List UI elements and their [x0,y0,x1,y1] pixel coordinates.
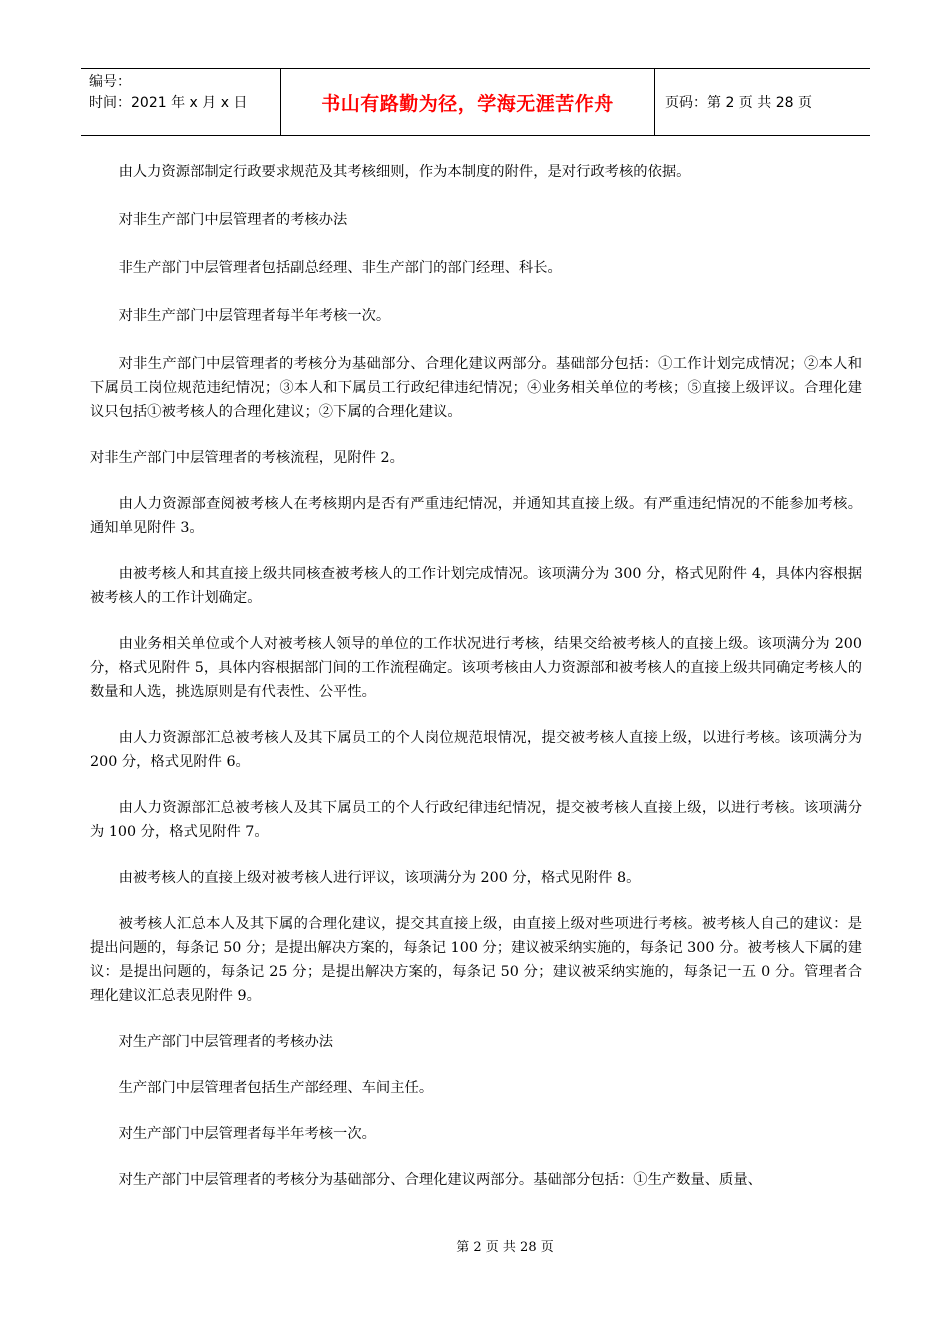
body-paragraph: 对生产部门中层管理者的考核分为基础部分、合理化建议两部分。基础部分包括：①生产数量、质量、 [118,1172,762,1188]
body-paragraph: 对生产部门中层管理者的考核办法 [118,1034,334,1050]
body-paragraph: 对非生产部门中层管理者的考核流程，见附件 2。 [90,450,404,466]
document-number-label: 编号： [89,74,131,90]
header-motto: 书山有路勤为径，学海无涯苦作舟 [281,69,655,135]
page-footer: 第 2 页 共 28 页 [456,1240,554,1255]
body-paragraph: 对非生产部门中层管理者的考核分为基础部分、合理化建议两部分。基础部分包括：①工作计划完成情况；②本人和下属员工岗位规范违纪情况；③本人和下属员工行政纪律违纪情况；④业务相关单位的考核；⑤直接上级评议。合理化建议只包括①被考核人的合理化建议；②下属的合理化建议。 [90,356,862,420]
body-paragraph: 由人力资源部查阅被考核人在考核期内是否有严重违纪情况，并通知其直接上级。有严重违纪情况的不能参加考核。通知单见附件 3。 [90,496,862,536]
body-paragraph: 对非生产部门中层管理者的考核办法 [118,212,348,228]
document-date: 时间：2021 年 x 月 x 日 [89,95,248,111]
body-paragraph: 生产部门中层管理者包括生产部经理、车间主任。 [118,1080,434,1096]
body-paragraph: 由被考核人和其直接上级共同核查被考核人的工作计划完成情况。该项满分为 300 分，格式见附件 4，具体内容根据被考核人的工作计划确定。 [90,566,862,606]
body-paragraph: 由业务相关单位或个人对被考核人领导的单位的工作状况进行考核，结果交给被考核人的直接上级。该项满分为 200 分，格式见附件 5，具体内容根据部门间的工作流程确定。该项考核由人力资源部和被考核人的直接上级共同确定考核人的数量和人选，挑选原则是有代表性、公平性。 [90,636,862,700]
document-header [81,68,870,136]
header-page-info: 页码：第 2 页 共 28 页 [665,95,812,111]
body-paragraph: 被考核人汇总本人及其下属的合理化建议，提交其直接上级，由直接上级对些项进行考核。被考核人自己的建议：是提出问题的，每条记 50 分；是提出解决方案的，每条记 100 分；建议被采纳实施的，每条记 300 分。被考核人下属的建议：是提出问题的，每条记 25 分；是提出解决方案的，每条记 50 分；建议被采纳实施的，每条记一五 0 分。管理者合理化建议汇总表见附件 9。 [90,916,862,1004]
body-paragraph: 由人力资源部汇总被考核人及其下属员工的个人岗位规范垠情况，提交被考核人直接上级，以进行考核。该项满分为 200 分，格式见附件 6。 [90,730,862,770]
body-paragraph: 对生产部门中层管理者每半年考核一次。 [118,1126,376,1142]
body-paragraph: 对非生产部门中层管理者每半年考核一次。 [118,308,391,324]
body-paragraph: 非生产部门中层管理者包括副总经理、非生产部门的部门经理、科长。 [118,260,562,276]
body-paragraph: 由被考核人的直接上级对被考核人进行评议，该项满分为 200 分，格式见附件 8。 [118,870,641,886]
body-paragraph: 由人力资源部制定行政要求规范及其考核细则，作为本制度的附件，是对行政考核的依据。 [118,164,691,180]
body-paragraph: 由人力资源部汇总被考核人及其下属员工的个人行政纪律违纪情况，提交被考核人直接上级，以进行考核。该项满分为 100 分，格式见附件 7。 [90,800,862,840]
header-meta-cell [81,69,281,135]
document-body [90,160,862,1192]
